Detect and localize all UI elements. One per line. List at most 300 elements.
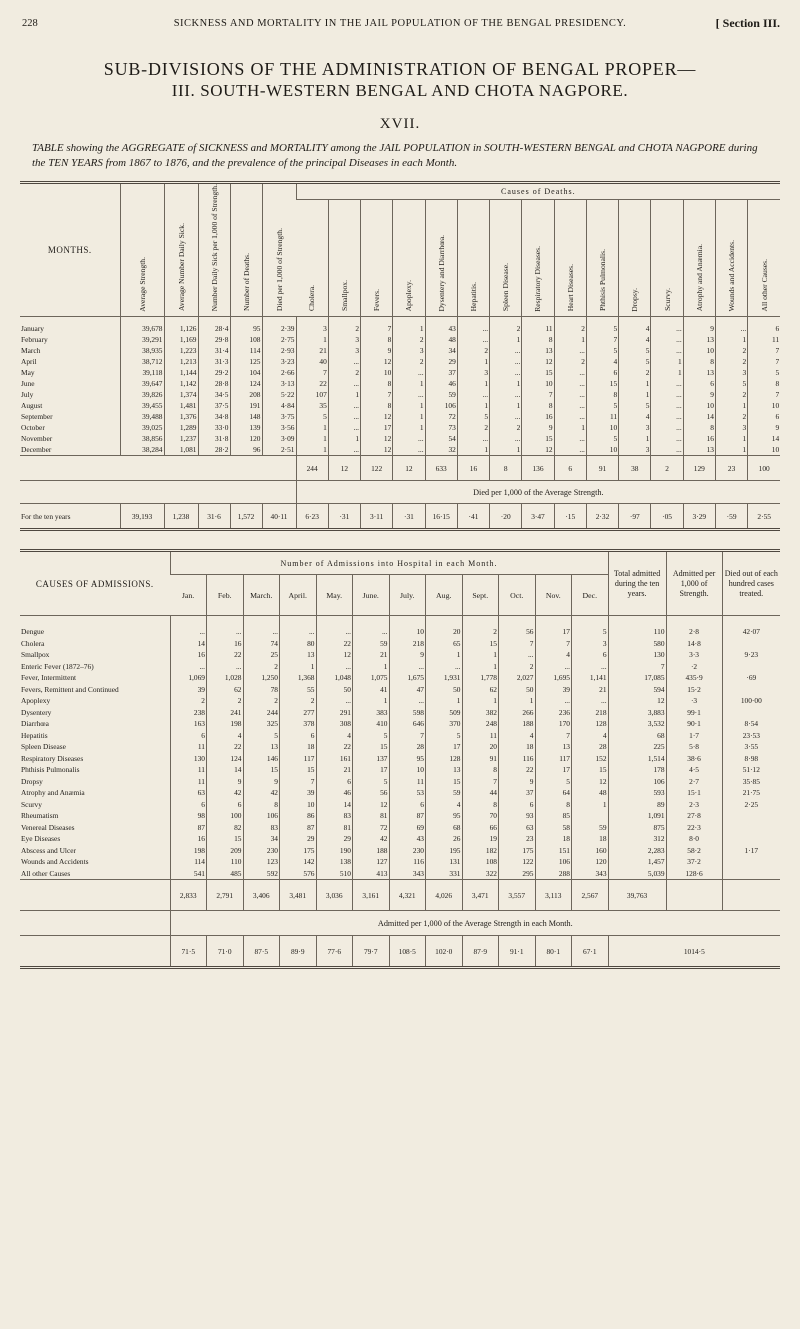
cell: 53	[389, 787, 426, 799]
cell: 12	[522, 444, 554, 456]
month-label: November	[21, 434, 53, 444]
cause-row	[20, 776, 780, 788]
cell: 1	[457, 356, 489, 367]
died-cell: 1·17	[722, 845, 780, 857]
cell: ...	[457, 389, 489, 400]
cell: 370	[426, 718, 463, 730]
month-header: Feb.	[207, 575, 244, 616]
total-cell: 68	[608, 730, 666, 742]
cause-label: Apoplexy	[21, 696, 51, 706]
cell: 218	[572, 707, 609, 719]
cell: 2	[715, 389, 747, 400]
totals-spacer	[666, 880, 722, 911]
cell: 5	[296, 411, 328, 422]
subtitle: III. SOUTH-WESTERN BENGAL AND CHOTA NAGPORE.	[171, 81, 629, 100]
cell: 26	[426, 833, 463, 845]
month-header: Oct.	[499, 575, 536, 616]
running-title: SICKNESS AND MORTALITY IN THE JAIL POPULATION OF THE BENGAL PRESIDENCY.	[173, 18, 627, 29]
month-row	[20, 433, 780, 444]
total-cell: 3,161	[353, 880, 390, 911]
cell: 78	[243, 684, 280, 696]
cell: 93	[499, 810, 536, 822]
bottom-rule	[20, 968, 780, 970]
cell: 38,856	[120, 433, 164, 444]
cause-row	[20, 707, 780, 719]
cell: 31·6	[198, 504, 230, 530]
cell: 4	[316, 730, 353, 742]
total-cell: 1,457	[608, 856, 666, 868]
total-cell: 23	[715, 456, 747, 481]
month-label: January	[21, 324, 44, 334]
note-row	[20, 911, 780, 936]
cell: 12	[361, 356, 393, 367]
cell: 28	[572, 741, 609, 753]
rate-cell: 89·9	[280, 936, 317, 968]
cell: ...	[353, 616, 390, 638]
rate-cell: 87·9	[462, 936, 499, 968]
cell: ...	[715, 317, 747, 335]
cell: 5	[572, 616, 609, 638]
cell: 646	[389, 718, 426, 730]
month-row	[20, 444, 780, 456]
cell: 2	[328, 367, 360, 378]
month-label: June	[21, 379, 35, 389]
cell: 1,081	[164, 444, 198, 456]
cell: 110	[207, 856, 244, 868]
cell: 1	[457, 444, 489, 456]
col-header: Number Daily Sick per 1,000 of Strength.	[209, 184, 219, 312]
cell: 18	[499, 741, 536, 753]
cell: ...	[554, 444, 586, 456]
cell: 230	[389, 845, 426, 857]
cell: 108	[462, 856, 499, 868]
cell: 5	[586, 400, 618, 411]
admissions-group-header: Number of Admissions into Hospital in each Month.	[170, 551, 608, 575]
cell: 12	[572, 776, 609, 788]
cell: 13	[243, 741, 280, 753]
cell: 510	[316, 868, 353, 880]
empty-cell	[572, 810, 609, 822]
cell: 266	[499, 707, 536, 719]
cell: ...	[280, 616, 317, 638]
cell: 148	[230, 411, 262, 422]
cell: 16	[683, 433, 715, 444]
rate-spacer	[20, 936, 170, 968]
cell: 62	[207, 684, 244, 696]
died-cell	[722, 707, 780, 719]
col-header: Cholera.	[307, 285, 317, 312]
cell: 190	[316, 845, 353, 857]
cell: 7	[361, 389, 393, 400]
cell: 16·15	[425, 504, 457, 530]
cell: 378	[280, 718, 317, 730]
total-cell: 2	[651, 456, 683, 481]
cell: ...	[328, 422, 360, 433]
cell: 29	[280, 833, 317, 845]
cause-label: Spleen Disease	[21, 742, 66, 752]
cell: 3	[572, 638, 609, 650]
cell: 218	[389, 638, 426, 650]
cell: 1	[393, 378, 425, 389]
cell: 63	[170, 787, 207, 799]
cell: ...	[170, 616, 207, 638]
total-cell: 4,026	[426, 880, 463, 911]
cell: 163	[170, 718, 207, 730]
col-header: Fevers.	[372, 289, 382, 312]
cell: 125	[230, 356, 262, 367]
total-cell: 244	[296, 456, 328, 481]
cell: ...	[328, 356, 360, 367]
died-cell: 3·55	[722, 741, 780, 753]
col-header: Atrophy and Anæmia.	[694, 244, 704, 312]
cell: 95	[389, 753, 426, 765]
cell: 10	[748, 400, 780, 411]
cell: 39,488	[120, 411, 164, 422]
cell: 1,374	[164, 389, 198, 400]
cell: 39,647	[120, 378, 164, 389]
total-cell: 225	[608, 741, 666, 753]
cell: 73	[425, 422, 457, 433]
cause-label: Hepatitis	[21, 730, 48, 740]
cell: 39,025	[120, 422, 164, 433]
rate-cell: 2·3	[666, 799, 722, 811]
rate-cell: 3·3	[666, 649, 722, 661]
cell: 137	[353, 753, 390, 765]
cell: 124	[230, 378, 262, 389]
cell: ...	[393, 444, 425, 456]
cause-row	[20, 695, 780, 707]
col-header: Scurvy.	[662, 288, 672, 312]
rate-cell: 2·8	[666, 616, 722, 638]
cell: ...	[554, 367, 586, 378]
cell: 11	[748, 334, 780, 345]
cell: ...	[651, 378, 683, 389]
cell: 277	[280, 707, 317, 719]
cell: 41	[353, 684, 390, 696]
month-header: March.	[243, 575, 280, 616]
cell: 1	[619, 378, 651, 389]
cell: 295	[499, 868, 536, 880]
total-cell: 6	[554, 456, 586, 481]
cell: 11	[170, 741, 207, 753]
cause-label: Enteric Fever (1872–76)	[21, 661, 94, 671]
cause-row	[20, 684, 780, 696]
total-cell: 580	[608, 638, 666, 650]
rate-cell: 79·7	[353, 936, 390, 968]
col-header: Dropsy.	[630, 287, 640, 312]
cell: 13	[522, 345, 554, 356]
cell: 9	[389, 649, 426, 661]
cell: 1	[296, 433, 328, 444]
total-cell: 1,091	[608, 810, 666, 822]
col-header: Phthisis Pulmonalis.	[598, 249, 608, 312]
cell: 15	[207, 833, 244, 845]
cell: 74	[243, 638, 280, 650]
rate-cell: 4·5	[666, 764, 722, 776]
cause-label: Respiratory Diseases	[21, 753, 84, 763]
rate-cell: 22·3	[666, 822, 722, 834]
cell: 8	[243, 799, 280, 811]
month-header: Dec.	[572, 575, 609, 616]
cell: 1,069	[170, 672, 207, 684]
admitted-per-1000-header: Admitted per 1,000 of Strength.	[666, 551, 722, 616]
cell: 59	[426, 787, 463, 799]
cell: ·97	[619, 504, 651, 530]
cell: 1	[457, 378, 489, 389]
cell: 14	[316, 799, 353, 811]
cell: 64	[535, 787, 572, 799]
total-cell: 3,481	[280, 880, 317, 911]
cell: 82	[207, 822, 244, 834]
rate-cell: 27·8	[666, 810, 722, 822]
cell: 20	[462, 741, 499, 753]
month-label: February	[21, 335, 48, 345]
cause-label: Dropsy	[21, 776, 43, 786]
cell: 8	[535, 799, 572, 811]
cell: 98	[170, 810, 207, 822]
cell: 198	[207, 718, 244, 730]
cell: ...	[535, 661, 572, 673]
cell: 6	[389, 799, 426, 811]
cell: 325	[243, 718, 280, 730]
cell: 23	[499, 833, 536, 845]
rate-cell: 67·1	[572, 936, 609, 968]
cell: 1,368	[280, 672, 317, 684]
totals-spacer	[20, 880, 170, 911]
cell: 108	[230, 334, 262, 345]
causes-of-admissions-header: CAUSES OF ADMISSIONS.	[20, 551, 170, 616]
main-title: SUB-DIVISIONS OF THE ADMINISTRATION OF BENGAL PROPER—	[103, 59, 697, 79]
cell: 29·2	[198, 367, 230, 378]
cell: 59	[353, 638, 390, 650]
cell: 15	[243, 764, 280, 776]
rate-cell: 108·5	[389, 936, 426, 968]
cell: 65	[426, 638, 463, 650]
total-cell: 8	[490, 456, 522, 481]
died-cell	[722, 661, 780, 673]
total-admitted-header: Total admitted during the ten years.	[608, 551, 666, 616]
died-cell: 9·23	[722, 649, 780, 661]
cell: ·15	[554, 504, 586, 530]
cell: 34	[425, 345, 457, 356]
cell: 2·75	[262, 334, 296, 345]
cause-row	[20, 833, 780, 845]
rate-cell: 80·1	[535, 936, 572, 968]
cell: 1	[554, 334, 586, 345]
cell: 236	[535, 707, 572, 719]
cell: 1,213	[164, 356, 198, 367]
cause-label: All other Causes	[21, 868, 71, 878]
month-header: Jan.	[170, 575, 207, 616]
cell: 10	[683, 400, 715, 411]
cell: 10	[522, 378, 554, 389]
cell: 1,126	[164, 317, 198, 335]
monthly-admissions-table	[20, 549, 780, 969]
rate-cell: 128·6	[666, 868, 722, 880]
cell: 38,712	[120, 356, 164, 367]
cell: 2·51	[262, 444, 296, 456]
cell: 8	[522, 334, 554, 345]
cell: 6	[499, 799, 536, 811]
month-label: March	[21, 346, 41, 356]
cell: 12	[316, 649, 353, 661]
cell: 1	[462, 649, 499, 661]
cell: 6	[170, 799, 207, 811]
cell: ·31	[393, 504, 425, 530]
cell: 15	[522, 367, 554, 378]
cell: ...	[457, 317, 489, 335]
cell: 195	[426, 845, 463, 857]
col-header: Respiratory Diseases.	[533, 245, 543, 312]
cell: 1	[353, 695, 390, 707]
cell: 1	[296, 444, 328, 456]
cell: 5	[586, 345, 618, 356]
cell: 8	[683, 356, 715, 367]
cell: 7	[535, 638, 572, 650]
total-cell: 1,514	[608, 753, 666, 765]
cause-label: Cholera	[21, 638, 45, 648]
cell: 7	[361, 317, 393, 335]
cell: 331	[426, 868, 463, 880]
cell: 1	[490, 378, 522, 389]
cell: ...	[457, 334, 489, 345]
cell: 4	[207, 730, 244, 742]
cell: 2	[457, 422, 489, 433]
cell: ...	[554, 400, 586, 411]
cell: 14	[683, 411, 715, 422]
cell: ...	[554, 411, 586, 422]
cell: 22	[316, 638, 353, 650]
cell: 114	[230, 345, 262, 356]
cell: 50	[316, 684, 353, 696]
cell: 47	[389, 684, 426, 696]
total-cell: 593	[608, 787, 666, 799]
cell: ...	[554, 433, 586, 444]
cell: 81	[353, 810, 390, 822]
cell: 39,291	[120, 334, 164, 345]
cell: 56	[499, 616, 536, 638]
cell: 5	[715, 378, 747, 389]
cell: 6	[316, 776, 353, 788]
cell: 15	[586, 378, 618, 389]
cell: 3	[296, 317, 328, 335]
total-cell: 3,883	[608, 707, 666, 719]
cell: ...	[389, 661, 426, 673]
month-header: Nov.	[535, 575, 572, 616]
cell: 3·75	[262, 411, 296, 422]
cell: 2	[554, 317, 586, 335]
cell: 2·55	[748, 504, 780, 530]
cell: ...	[328, 411, 360, 422]
cell: 86	[280, 810, 317, 822]
cell: 5·22	[262, 389, 296, 400]
cell: ·59	[715, 504, 747, 530]
cause-label: Fever, Intermittent	[21, 673, 77, 683]
total-cell: 2,283	[608, 845, 666, 857]
cause-row	[20, 764, 780, 776]
rate-cell: 87·5	[243, 936, 280, 968]
cell: ·20	[490, 504, 522, 530]
cell: 15	[353, 741, 390, 753]
cell: 10	[748, 444, 780, 456]
total-cell: 89	[608, 799, 666, 811]
cell: 127	[353, 856, 390, 868]
months-header: MONTHS.	[20, 183, 120, 317]
cell: 1,778	[462, 672, 499, 684]
cell: 46	[425, 378, 457, 389]
cell: 382	[462, 707, 499, 719]
cell: 139	[230, 422, 262, 433]
cell: 308	[316, 718, 353, 730]
cell: 244	[243, 707, 280, 719]
cell: 2	[207, 695, 244, 707]
cell: 21	[316, 764, 353, 776]
cell: ...	[316, 695, 353, 707]
rate-cell: 15·2	[666, 684, 722, 696]
cell: 39,678	[120, 317, 164, 335]
cause-row	[20, 718, 780, 730]
monthly-sickness-mortality-table	[20, 181, 780, 531]
cell: 87	[280, 822, 317, 834]
cell: 48	[572, 787, 609, 799]
month-row	[20, 378, 780, 389]
cause-row	[20, 799, 780, 811]
total-cell: 122	[361, 456, 393, 481]
cell: 6	[170, 730, 207, 742]
cell: 68	[426, 822, 463, 834]
cell: 91	[462, 753, 499, 765]
cell: 28·8	[198, 378, 230, 389]
cell: 12	[522, 356, 554, 367]
died-cell	[722, 638, 780, 650]
cell: 9	[522, 422, 554, 433]
col-header: Dysentery and Diarrhœa.	[436, 234, 446, 312]
cell: 80	[280, 638, 317, 650]
cell: 96	[230, 444, 262, 456]
cell: 3	[715, 367, 747, 378]
cell: ...	[389, 695, 426, 707]
rate-cell: 102·0	[426, 936, 463, 968]
cell: 95	[230, 317, 262, 335]
cell: 2	[393, 334, 425, 345]
cell: 1	[426, 695, 463, 707]
cell: 37	[425, 367, 457, 378]
cell: 7	[280, 776, 317, 788]
cell: 175	[280, 845, 317, 857]
cell: ...	[490, 411, 522, 422]
died-per-100-header: Died out of each hundred cases treated.	[722, 551, 780, 616]
col-header: Apoplexy.	[404, 280, 414, 312]
cell: 13	[683, 367, 715, 378]
cell: 5	[619, 356, 651, 367]
cell: 5	[353, 776, 390, 788]
total-cell: 39,763	[608, 880, 666, 911]
cell: 7	[748, 356, 780, 367]
cell: 128	[572, 718, 609, 730]
total-cell: 594	[608, 684, 666, 696]
cell: 16	[207, 638, 244, 650]
cell: ...	[393, 433, 425, 444]
cause-row	[20, 822, 780, 834]
cell: ...	[651, 444, 683, 456]
total-cell: 3,471	[462, 880, 499, 911]
cause-label: Dengue	[21, 627, 44, 637]
cell: ...	[393, 367, 425, 378]
cell: 541	[170, 868, 207, 880]
cause-row	[20, 787, 780, 799]
cell: 15	[462, 638, 499, 650]
cell: 72	[353, 822, 390, 834]
